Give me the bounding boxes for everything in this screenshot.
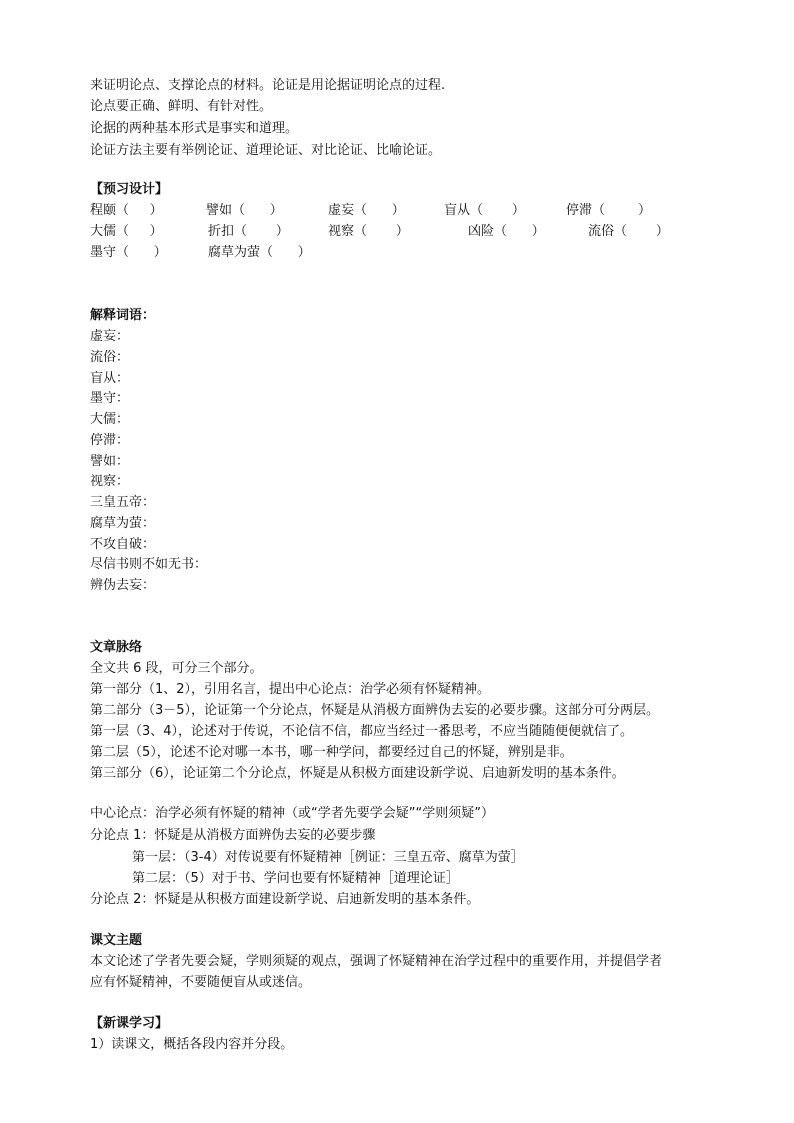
sub-point-2: 分论点 2：怀疑是从积极方面建设新学说、启迪新发明的基本条件。 bbox=[90, 892, 480, 907]
preview-item: 流俗（ ） bbox=[588, 224, 669, 239]
vocab-item: 不攻自破： bbox=[90, 537, 156, 552]
new-lesson-line: 1）读课文，概括各段内容并分段。 bbox=[90, 1037, 294, 1052]
preview-item: 譬如（ ） bbox=[206, 203, 283, 218]
vocab-item: 视察： bbox=[90, 474, 130, 489]
structure-line: 全文共 6 段，可分三个部分。 bbox=[90, 661, 263, 676]
theme-line: 应有怀疑精神，不要随便盲从或迷信。 bbox=[90, 975, 312, 990]
intro-line: 来证明论点、支撑论点的材料。论证是用论据证明论点的过程. bbox=[90, 78, 446, 93]
preview-item: 程颐（ ） bbox=[90, 203, 163, 218]
central-thesis: 中心论点：治学必须有怀疑的精神（或“学者先要学会疑”“学则须疑”） bbox=[90, 806, 494, 821]
vocab-item: 流俗： bbox=[90, 350, 130, 365]
preview-row bbox=[90, 243, 710, 263]
vocab-item: 虚妄： bbox=[90, 329, 130, 344]
preview-item: 大儒（ ） bbox=[90, 224, 163, 239]
layer-2: 第二层：（5）对于书、学问也要有怀疑精神［道理论证］ bbox=[132, 871, 459, 886]
preview-heading: 【预习设计】 bbox=[90, 182, 169, 197]
structure-line: 第一部分（1、2），引用名言，提出中心论点：治学必须有怀疑精神。 bbox=[90, 682, 491, 697]
new-lesson-heading: 【新课学习】 bbox=[90, 1016, 169, 1031]
vocab-item: 腐草为萤： bbox=[90, 516, 156, 531]
theme-heading: 课文主题 bbox=[90, 933, 143, 948]
preview-item: 折扣（ ） bbox=[208, 224, 289, 239]
vocab-item: 停滞： bbox=[90, 433, 130, 448]
preview-item: 腐草为萤（ ） bbox=[208, 245, 311, 260]
intro-line: 论据的两种基本形式是事实和道理。 bbox=[90, 121, 299, 136]
structure-line: 第二部分（3－5），论证第一个分论点，怀疑是从消极方面辨伪去妄的必要步骤。这部分可分两层。 bbox=[90, 703, 660, 718]
vocab-item: 盲从： bbox=[90, 371, 130, 386]
vocab-item: 墨守： bbox=[90, 391, 130, 406]
structure-line: 第二层（5），论述不论对哪一本书，哪一种学问，都要经过自己的怀疑，辨别是非。 bbox=[90, 745, 573, 760]
intro-line: 论证方法主要有举例论证、道理论证、对比论证、比喻论证。 bbox=[90, 143, 442, 158]
vocab-item: 大儒： bbox=[90, 412, 130, 427]
structure-line: 第一层（3、4），论述对于传说，不论信不信，都应当经过一番思考，不应当随随便便就信了。 bbox=[90, 724, 634, 739]
preview-item: 盲从（ ） bbox=[444, 203, 525, 218]
sub-point-1: 分论点 1：怀疑是从消极方面辨伪去妄的必要步骤 bbox=[90, 828, 376, 843]
structure-line: 第三部分（6），论证第二个分论点，怀疑是从积极方面建设新学说、启迪新发明的基本条件。 bbox=[90, 766, 625, 781]
intro-line: 论点要正确、鲜明、有针对性。 bbox=[90, 99, 273, 114]
preview-row bbox=[90, 201, 710, 221]
structure-heading: 文章脉络 bbox=[90, 640, 143, 655]
preview-item: 凶险（ ） bbox=[468, 224, 545, 239]
layer-1: 第一层：（3-4）对传说要有怀疑精神［例证：三皇五帝、腐草为萤］ bbox=[132, 850, 524, 865]
vocab-item: 尽信书则不如无书： bbox=[90, 557, 208, 572]
vocab-item: 譬如： bbox=[90, 454, 130, 469]
preview-row bbox=[90, 222, 710, 242]
preview-item: 虚妄（ ） bbox=[328, 203, 405, 218]
vocab-item: 三皇五帝： bbox=[90, 495, 156, 510]
preview-item: 墨守（ ） bbox=[90, 245, 167, 260]
preview-item: 视察（ ） bbox=[328, 224, 409, 239]
vocab-item: 辨伪去妄： bbox=[90, 578, 156, 593]
theme-line: 本文论述了学者先要会疑，学则须疑的观点，强调了怀疑精神在治学过程中的重要作用，并提倡学者 bbox=[90, 954, 663, 969]
vocab-heading: 解释词语： bbox=[90, 308, 156, 323]
preview-item: 停滞（ ） bbox=[566, 203, 652, 218]
